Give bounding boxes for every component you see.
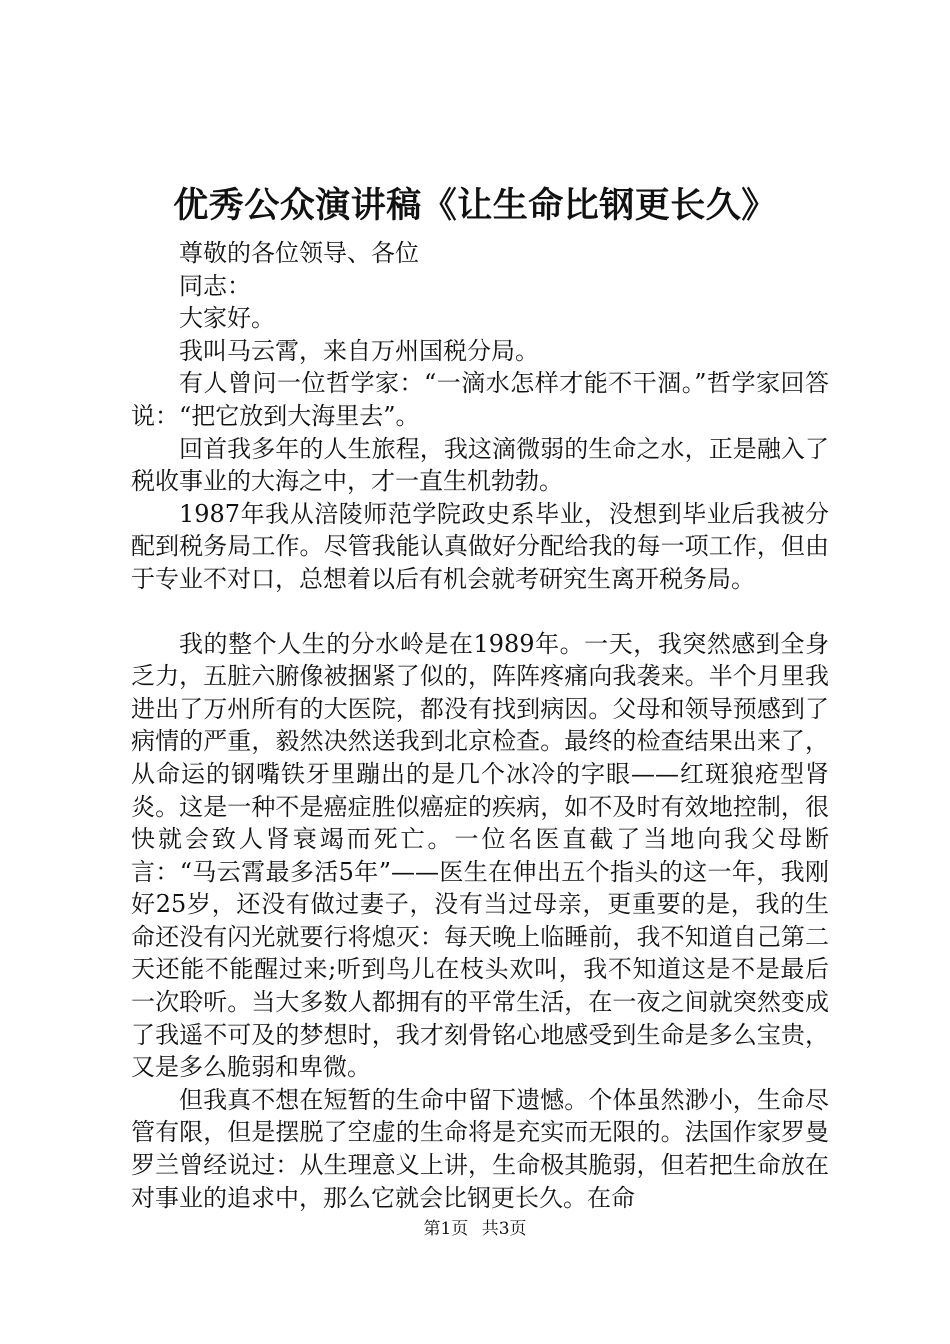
paragraph-philosopher: 有人曾问一位哲学家：“一滴水怎样才能不干涸。”哲学家回答说：“把它放到大海里去”。 — [131, 369, 829, 430]
paragraph-resolve: 但我真不想在短暂的生命中留下遗憾。个体虽然渺小，生命尽管有限，但是摆脱了空虚的生命将是充实而无限的。法国作家罗曼罗兰曾经说过：从生理意义上讲，生命极其脆弱，但若把生命放在对事业的追求中，那么它就会比钢更长久。在命 — [131, 1085, 829, 1212]
paragraph-illness: 我的整个人生的分水岭是在1989年。一天，我突然感到全身乏力，五脏六腑像被捆紧了似的，阵阵疼痛向我袭来。半个月里我进出了万州所有的大医院，都没有找到病因。父母和领导预感到了病情的严重，毅然决然送我到北京检查。最终的检查结果出来了，从命运的钢嘴铁牙里蹦出的是几个冰冷的字眼——红斑狼疮型肾炎。这是一种不是癌症胜似癌症的疾病，如不及时有效地控制，很快就会致人肾衰竭而死亡。一位名医直截了当地向我父母断言：“马云霄最多活5年”——医生在伸出五个指头的这一年，我刚好25岁，还没有做过妻子，没有当过母亲，更重要的是，我的生命还没有闪光就要行将熄灭：每天晚上临睡前，我不知道自己第二天还能不能醒过来;听到鸟儿在枝头欢叫，我不知道这是不是最后一次聆听。当大多数人都拥有的平常生活，在一夜之间就突然变成了我遥不可及的梦想时，我才刻骨铭心地感受到生命是多么宝贵，又是多么脆弱和卑微。 — [131, 629, 829, 1082]
document-title: 优秀公众演讲稿《让生命比钢更长久》 — [173, 185, 777, 226]
paragraph-life-journey: 回首我多年的人生旅程，我这滴微弱的生命之水，正是融入了税收事业的大海之中，才一直生机勃勃。 — [131, 434, 829, 496]
page-count: 共3页 — [481, 1219, 527, 1239]
page-footer — [0, 1217, 950, 1241]
salutation-line-2: 同志： — [179, 271, 251, 300]
salutation-line-1: 尊敬的各位领导、各位 — [179, 239, 419, 267]
page-number: 第1页 — [423, 1219, 469, 1239]
self-introduction: 我叫马云霄，来自万州国税分局。 — [179, 336, 539, 365]
greeting: 大家好。 — [179, 304, 275, 333]
document-body — [131, 237, 829, 1214]
paragraph-graduation: 1987年我从涪陵师范学院政史系毕业，没想到毕业后我被分配到税务局工作。尽管我能认真做好分配给我的每一项工作，但由于专业不对口，总想着以后有机会就考研究生离开税务局。 — [131, 499, 829, 593]
